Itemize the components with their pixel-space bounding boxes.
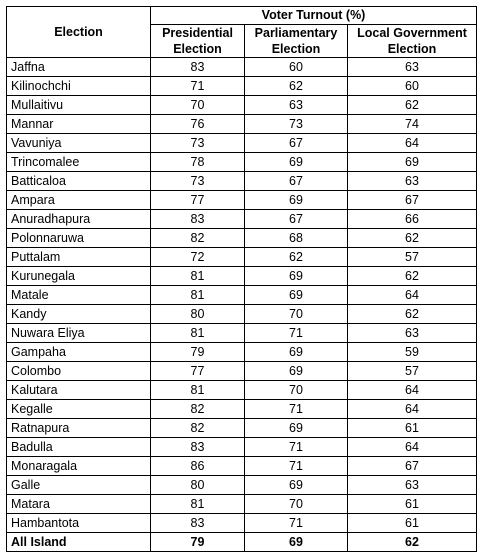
presidential-value-cell: 79 (151, 343, 245, 362)
parliamentary-value-cell: 71 (245, 438, 348, 457)
parliamentary-value-cell: 69 (245, 286, 348, 305)
district-name-cell: Kurunegala (7, 267, 151, 286)
table-row (7, 305, 477, 324)
parliamentary-value-cell: 68 (245, 229, 348, 248)
district-name-cell: Gampaha (7, 343, 151, 362)
total-row (7, 533, 477, 552)
parliamentary-value-cell: 71 (245, 514, 348, 533)
local-government-value-cell: 69 (348, 153, 477, 172)
local-government-value-cell: 57 (348, 248, 477, 267)
local-government-value-cell: 63 (348, 324, 477, 343)
local-government-value-cell: 62 (348, 533, 477, 552)
table-row (7, 381, 477, 400)
local-government-column-header: Local Government Election (348, 25, 477, 58)
local-government-value-cell: 62 (348, 305, 477, 324)
table-row (7, 457, 477, 476)
presidential-value-cell: 77 (151, 362, 245, 381)
parliamentary-value-cell: 67 (245, 210, 348, 229)
district-name-cell: Polonnaruwa (7, 229, 151, 248)
presidential-value-cell: 70 (151, 96, 245, 115)
presidential-value-cell: 82 (151, 229, 245, 248)
parliamentary-value-cell: 62 (245, 77, 348, 96)
local-government-value-cell: 59 (348, 343, 477, 362)
table-row (7, 419, 477, 438)
local-government-value-cell: 67 (348, 457, 477, 476)
local-government-value-cell: 63 (348, 58, 477, 77)
table-row (7, 229, 477, 248)
district-name-cell: Batticaloa (7, 172, 151, 191)
presidential-value-cell: 77 (151, 191, 245, 210)
parliamentary-value-cell: 70 (245, 381, 348, 400)
table-row (7, 248, 477, 267)
local-government-value-cell: 62 (348, 96, 477, 115)
district-name-cell: Kilinochchi (7, 77, 151, 96)
presidential-column-header: Presidential Election (151, 25, 245, 58)
parliamentary-value-cell: 69 (245, 191, 348, 210)
presidential-value-cell: 78 (151, 153, 245, 172)
local-government-value-cell: 60 (348, 77, 477, 96)
parliamentary-value-cell: 71 (245, 457, 348, 476)
turnout-table-container (6, 6, 476, 552)
local-government-value-cell: 64 (348, 286, 477, 305)
parliamentary-value-cell: 69 (245, 343, 348, 362)
presidential-value-cell: 83 (151, 210, 245, 229)
district-name-cell: Anuradhapura (7, 210, 151, 229)
table-row (7, 324, 477, 343)
district-name-cell: Ratnapura (7, 419, 151, 438)
presidential-value-cell: 76 (151, 115, 245, 134)
local-government-value-cell: 61 (348, 514, 477, 533)
table-row (7, 343, 477, 362)
local-government-value-cell: 74 (348, 115, 477, 134)
total-name-cell: All Island (7, 533, 151, 552)
voter-turnout-group-header: Voter Turnout (%) (151, 7, 477, 25)
local-government-value-cell: 67 (348, 191, 477, 210)
parliamentary-value-cell: 71 (245, 324, 348, 343)
table-row (7, 514, 477, 533)
table-row (7, 438, 477, 457)
district-name-cell: Galle (7, 476, 151, 495)
parliamentary-value-cell: 69 (245, 476, 348, 495)
table-row (7, 58, 477, 77)
presidential-value-cell: 80 (151, 476, 245, 495)
district-name-cell: Kalutara (7, 381, 151, 400)
district-name-cell: Mannar (7, 115, 151, 134)
presidential-value-cell: 83 (151, 438, 245, 457)
presidential-value-cell: 82 (151, 400, 245, 419)
local-government-value-cell: 64 (348, 134, 477, 153)
parliamentary-value-cell: 69 (245, 362, 348, 381)
district-name-cell: Trincomalee (7, 153, 151, 172)
district-name-cell: Vavuniya (7, 134, 151, 153)
local-government-value-cell: 57 (348, 362, 477, 381)
table-row (7, 153, 477, 172)
local-government-value-cell: 61 (348, 495, 477, 514)
table-row (7, 115, 477, 134)
district-name-cell: Kegalle (7, 400, 151, 419)
local-government-value-cell: 62 (348, 267, 477, 286)
table-row (7, 362, 477, 381)
table-header-row (7, 7, 477, 25)
district-name-cell: Puttalam (7, 248, 151, 267)
parliamentary-column-header: Parliamentary Election (245, 25, 348, 58)
presidential-value-cell: 72 (151, 248, 245, 267)
presidential-value-cell: 80 (151, 305, 245, 324)
district-name-cell: Kandy (7, 305, 151, 324)
table-row (7, 495, 477, 514)
presidential-value-cell: 79 (151, 533, 245, 552)
presidential-value-cell: 82 (151, 419, 245, 438)
parliamentary-value-cell: 60 (245, 58, 348, 77)
district-name-cell: Jaffna (7, 58, 151, 77)
parliamentary-value-cell: 69 (245, 419, 348, 438)
local-government-value-cell: 64 (348, 400, 477, 419)
voter-turnout-table (6, 6, 477, 552)
parliamentary-value-cell: 71 (245, 400, 348, 419)
presidential-value-cell: 73 (151, 172, 245, 191)
table-row (7, 400, 477, 419)
district-name-cell: Mullaitivu (7, 96, 151, 115)
local-government-value-cell: 61 (348, 419, 477, 438)
district-name-cell: Hambantota (7, 514, 151, 533)
local-government-value-cell: 64 (348, 381, 477, 400)
table-row (7, 96, 477, 115)
district-name-cell: Nuwara Eliya (7, 324, 151, 343)
local-government-value-cell: 64 (348, 438, 477, 457)
parliamentary-value-cell: 70 (245, 305, 348, 324)
table-row (7, 77, 477, 96)
presidential-value-cell: 81 (151, 495, 245, 514)
presidential-value-cell: 86 (151, 457, 245, 476)
parliamentary-value-cell: 69 (245, 153, 348, 172)
presidential-value-cell: 81 (151, 324, 245, 343)
presidential-value-cell: 83 (151, 514, 245, 533)
table-row (7, 210, 477, 229)
table-body (7, 58, 477, 552)
table-row (7, 267, 477, 286)
presidential-value-cell: 81 (151, 286, 245, 305)
district-name-cell: Matale (7, 286, 151, 305)
parliamentary-value-cell: 70 (245, 495, 348, 514)
table-row (7, 172, 477, 191)
parliamentary-value-cell: 69 (245, 267, 348, 286)
district-name-cell: Matara (7, 495, 151, 514)
district-name-cell: Colombo (7, 362, 151, 381)
local-government-value-cell: 63 (348, 476, 477, 495)
table-row (7, 286, 477, 305)
presidential-value-cell: 73 (151, 134, 245, 153)
parliamentary-value-cell: 67 (245, 172, 348, 191)
election-column-header: Election (7, 7, 151, 58)
table-row (7, 134, 477, 153)
presidential-value-cell: 83 (151, 58, 245, 77)
parliamentary-value-cell: 62 (245, 248, 348, 267)
district-name-cell: Ampara (7, 191, 151, 210)
presidential-value-cell: 71 (151, 77, 245, 96)
local-government-value-cell: 66 (348, 210, 477, 229)
table-row (7, 476, 477, 495)
presidential-value-cell: 81 (151, 267, 245, 286)
parliamentary-value-cell: 63 (245, 96, 348, 115)
presidential-value-cell: 81 (151, 381, 245, 400)
table-row (7, 191, 477, 210)
district-name-cell: Badulla (7, 438, 151, 457)
parliamentary-value-cell: 67 (245, 134, 348, 153)
parliamentary-value-cell: 73 (245, 115, 348, 134)
parliamentary-value-cell: 69 (245, 533, 348, 552)
local-government-value-cell: 63 (348, 172, 477, 191)
local-government-value-cell: 62 (348, 229, 477, 248)
district-name-cell: Monaragala (7, 457, 151, 476)
